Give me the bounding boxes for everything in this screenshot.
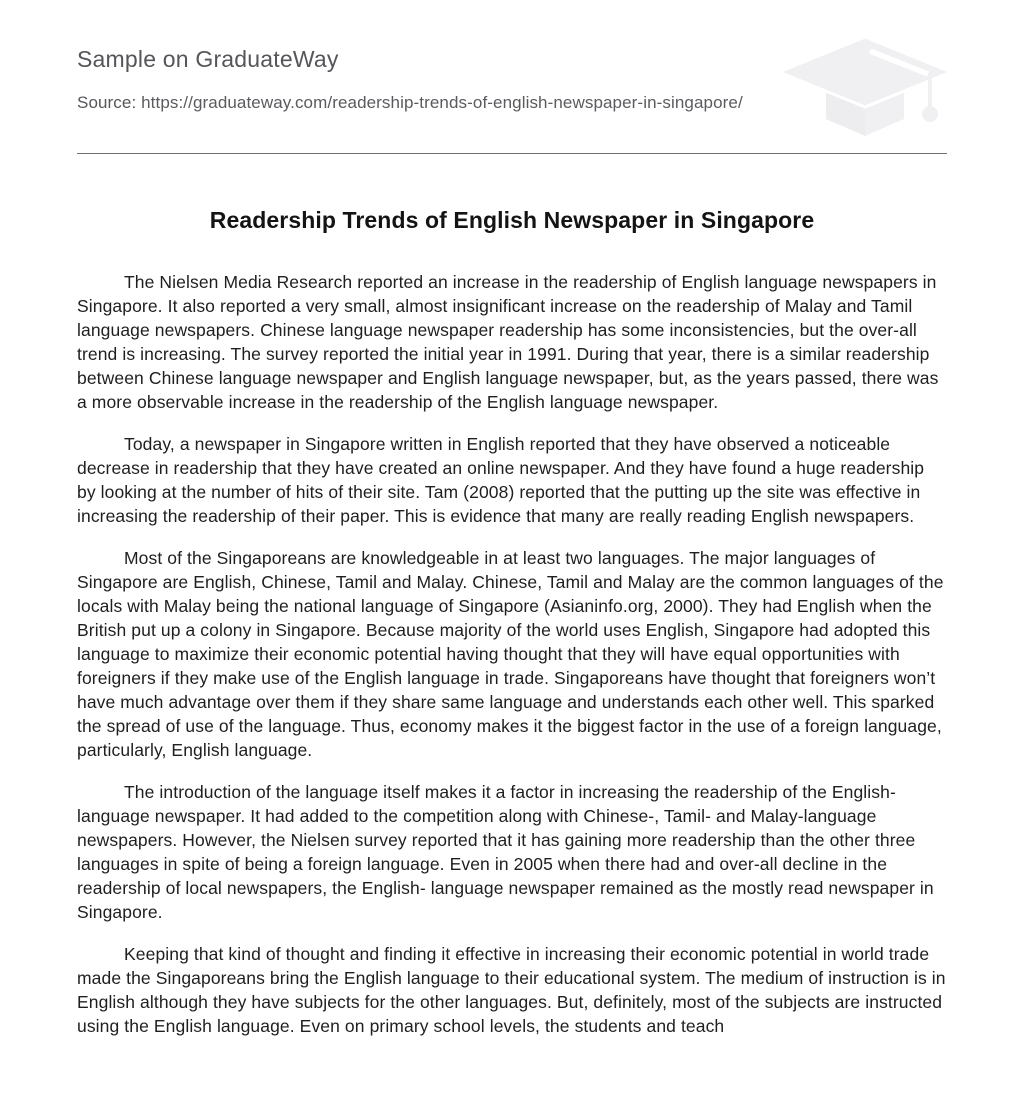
site-sample-title: Sample on GraduateWay [77, 46, 339, 72]
essay-content [77, 206, 947, 1038]
essay-paragraph-5: Keeping that kind of thought and finding it effective in increasing their economic potential in world trade made the Singaporeans bring the English language to their educational system. The medium of instruction is in English although they have subjects for the other languages. But, definitely, most of the subjects are instructed using the English language. Even on primary school levels, the students and teach [77, 944, 946, 1036]
essay-paragraph-3: Most of the Singaporeans are knowledgeable in at least two languages. The major languages of Singapore are English, Chinese, Tamil and Malay. Chinese, Tamil and Malay are the common languages of the locals with Malay being the national language of Singapore (Asianinfo.org, 2000). They had English when the British put up a colony in Singapore. Because majority of the world uses English, Singapore had adopted this language to maximize their economic potential having thought that they will have equal opportunities with foreigners if they make use of the English language in trade. Singaporeans have thought that foreigners won’t have much advantage over them if they share same language and understands each other well. This sparked the spread of use of the language. Thus, economy makes it the biggest factor in the use of a foreign language, particularly, English language. [77, 548, 944, 760]
graduation-cap-shapes [779, 37, 951, 136]
source-label: Source: [77, 93, 137, 112]
essay-title: Readership Trends of English Newspaper in Singapore [209, 207, 815, 233]
source-url-link[interactable]: https://graduateway.com/readership-trends-of-english-newspaper-in-singapore/ [141, 93, 743, 112]
graduation-cap-icon [776, 26, 952, 138]
essay-paragraph-1: The Nielsen Media Research reported an increase in the readership of English language newspapers in Singapore. It also reported a very small, almost insignificant increase on the readership of Malay and Tamil language newspapers. Chinese language newspaper readership has some inconsistencies, but the over-all trend is increasing. The survey reported the initial year in 1991. During that year, there is a similar readership between Chinese language newspaper and English language newspaper, but, as the years passed, there was a more observable increase in the readership of the English language newspaper. [77, 272, 939, 412]
header-divider [77, 153, 947, 154]
essay-paragraph-2: Today, a newspaper in Singapore written in English reported that they have observed a noticeable decrease in readership that they have created an online newspaper. And they have found a huge readership by looking at the number of hits of their site. Tam (2008) reported that the putting up the site was effective in increasing the readership of their paper. This is evidence that many are really reading English newspapers. [77, 434, 925, 526]
essay-paragraph-4: The introduction of the language itself makes it a factor in increasing the readership of the English-language newspaper. It had added to the competition along with Chinese-, Tamil- and Malay-language newspapers. However, the Nielsen survey reported that it has gaining more readership than the other three languages in spite of being a foreign language. Even in 2005 when there had and over-all decline in the readership of local newspapers, the English- language newspaper remained as the mostly read newspaper in Singapore. [77, 782, 934, 922]
